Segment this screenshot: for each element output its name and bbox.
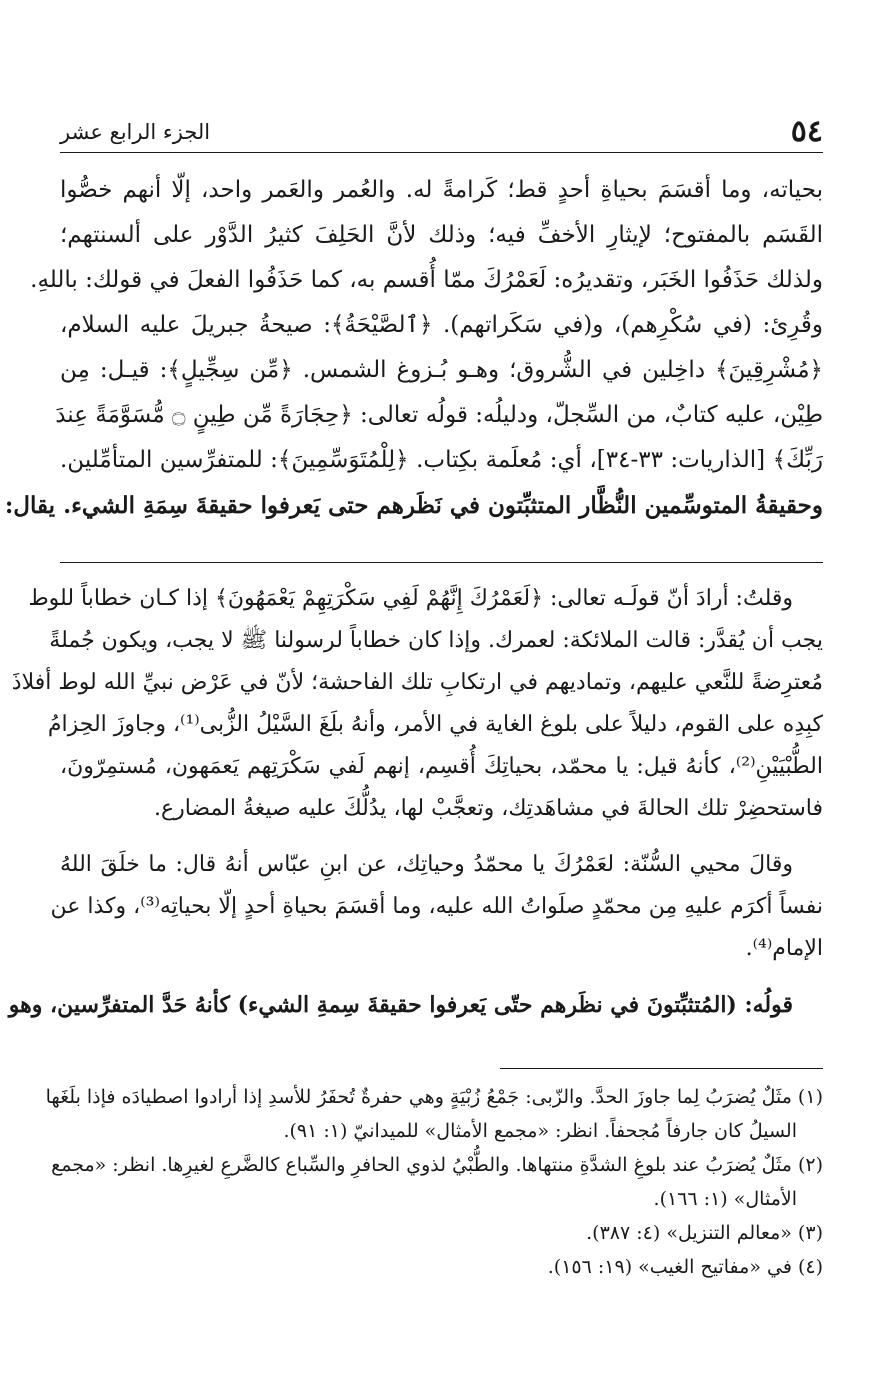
- main-text-line: رَبِّكَ﴾ [الذاريات: ٣٣-٣٤]، أي: مُعلَمة بكِتاب. ﴿لِلْمُتَوَسِّمِينَ﴾: للمتفرِّسين المتأمِّلين.: [60, 447, 823, 473]
- commentary-line: قولُه: (المُتثبِّتونَ في نظَرهم حتّى يَعرفوا حقيقةَ سِمةِ الشيء) كأنهُ حَدَّ المتفرِّسين، وهو: [8, 992, 793, 1018]
- commentary-line: كبِدِه على القوم، دليلاً على بلوغ الغاية في الأمر، وأنهُ بلَغَ السَّيْلُ الزُّبى⁽¹⁾، وجاوزَ الحِزامُ: [47, 712, 823, 737]
- footnote-divider: [500, 1068, 823, 1069]
- main-text-line: طِيْن، عليه كتابٌ، من السِّجلّ، ودليلُه: قولُه تعالى: ﴿حِجَارَةً مِّن طِينٍ ۝ مُّسَوَّمَةً عِندَ: [55, 402, 823, 428]
- commentary-block: [8, 578, 823, 1026]
- section-divider: [60, 562, 823, 563]
- footnotes-block: [45, 1080, 823, 1284]
- footnote-line: (٢) مثَلٌ يُضرَبُ عند بلوغِ الشدَّةِ منتهاها. والطُّبْيُ لذوي الحافرِ والسِّباع كالضَّرعِ لغيرِها. انظر: «مجمع: [51, 1154, 823, 1176]
- footnote-line: السيلُ كان جارفاً مُجحفاً. انظر: «مجمع الأمثال» للميدانيّ (١: ٩١).: [283, 1120, 797, 1142]
- main-text-line: ﴿مُشْرِقِينَ﴾ داخِلين في الشُّروق؛ وهـو بُـزوغ الشمس. ﴿مِّن سِجِّيلٍ﴾: قيـل: مِن: [60, 357, 823, 383]
- commentary-line: مُعترِضةً للنَّعي عليهم، وتماديهم في ارتكابِ تلك الفاحشة؛ لأنّ في عَرْض نبيِّ الله لوط أفلاذَ: [11, 670, 823, 695]
- commentary-line: فاستحضِرْ تلك الحالةَ في مشاهَدتِك، وتعجَّبْ لها، يدُلُّكَ عليه صيغةُ المضارع.: [153, 796, 823, 821]
- footnote-line: (١) مثَلٌ يُضرَبُ لِما جاوزَ الحدَّ. والزّبى: جَمْعُ زُبْيَةٍ وهي حفرةٌ تُحفَرُ للأسدِ إذا أرادوا اصطيادَه فإذا بلَغَها: [45, 1086, 823, 1108]
- footnote-line: (٣) «معالم التنزيل» (٤: ٣٨٧).: [586, 1222, 823, 1244]
- commentary-line: نفساً أكرَم عليهِ مِن محمّدٍ صلَواتُ الله عليه، وما أقسَمَ بحياةِ أحدٍ إلّا بحياتِه⁽³⁾، وكذا عن: [50, 894, 823, 919]
- main-text-line: وقُرِئ: (في سُكْرِهم)، و(في سَكَراتهم). ﴿ٱلصَّيْحَةُ﴾: صيحةُ جبريلَ عليه السلام،: [60, 312, 823, 338]
- main-text-line: وحقيقةُ المتوسِّمين النُّظَّار المتثبِّتون في نَظَرهم حتى يَعرفوا حقيقةَ سِمَةِ الشيء. يقال:: [4, 492, 823, 519]
- running-header: [60, 112, 823, 153]
- commentary-line: الإمام⁽⁴⁾.: [745, 936, 823, 961]
- part-title: الجزء الرابع عشر: [60, 120, 211, 144]
- main-text-line: ولذلك حَذَفُوا الخَبَر، وتقديرُه: لَعَمْرُكَ ممّا أُقسم به، كما حَذَفُوا الفعلَ في قولك: باللهِ.: [30, 267, 823, 293]
- main-text-block: [4, 168, 823, 528]
- main-text-line: القَسَم بالمفتوح؛ لإيثارِ الأخفِّ فيه؛ وذلك لأنَّ الحَلِفَ كثيرُ الدَّوْر على ألسنتهم؛: [60, 222, 823, 248]
- footnote-line: (٤) في «مفاتيح الغيب» (١٩: ١٥٦).: [547, 1256, 823, 1278]
- commentary-line: وقلتُ: أرادَ أنّ قولَـه تعالى: ﴿لَعَمْرُكَ إِنَّهُمْ لَفِي سَكْرَتِهِمْ يَعْمَهُونَ﴾ إذا كـان خطاباً للوط: [28, 586, 793, 611]
- main-text-line: بحياته، وما أقسَمَ بحياةِ أحدٍ قط؛ كَرامةً له. والعُمر والعَمر واحد، إلّا أنهم خصُّوا: [60, 177, 823, 203]
- commentary-line: وقالَ محيي السُّنّة: لعَمْرُكَ يا محمّدُ وحياتِك، عن ابنِ عبّاس أنهُ قال: ما خلَقَ اللهُ: [60, 852, 793, 877]
- footnote-line: الأمثال» (١: ١٦٦).: [653, 1188, 797, 1210]
- commentary-line: يجب أن يُقدَّر: قالت الملائكة: لعمرك. وإذا كان خطاباً لرسولنا ﷺ لا يجب، ويكون جُملةً: [49, 628, 823, 653]
- commentary-line: الطُّبْيَيْنِ⁽²⁾، كأنهُ قيل: يا محمّد، بحياتِكَ أُقسِم، إنهم لَفي سَكْرَتِهم يَعمَهون، مُستمِرّونَ،: [60, 754, 823, 779]
- page-number: ٥٤: [790, 114, 823, 149]
